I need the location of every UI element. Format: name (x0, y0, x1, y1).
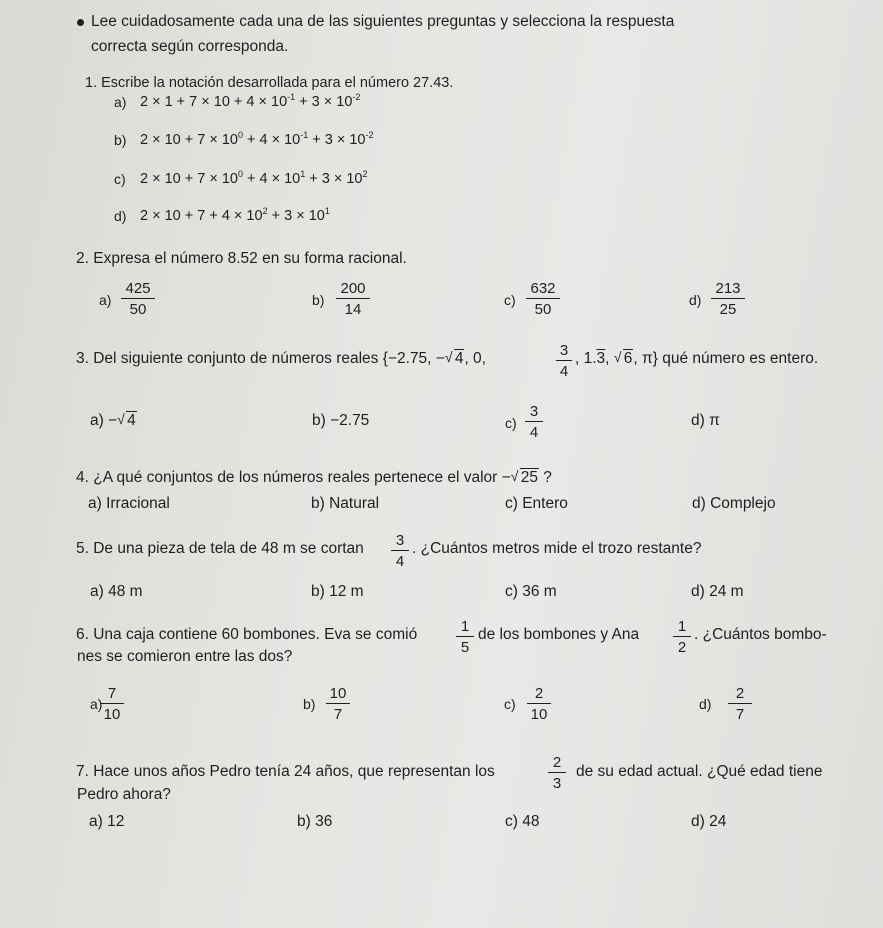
q6-option-label[interactable]: b) (303, 696, 316, 712)
q4-option-b[interactable]: b) Natural (311, 495, 380, 512)
q3-root-2: √ 6 (613, 349, 633, 367)
question-2: 2. Expresa el número 8.52 en su forma racional. (76, 250, 407, 267)
q6-option-label[interactable]: a) (90, 696, 103, 712)
q6-option-label[interactable]: c) (504, 696, 516, 712)
q1-option-label[interactable]: c) (114, 171, 126, 187)
q6-option-fraction[interactable]: $\frac{10}{7}$ (326, 686, 350, 722)
q3-option-a-root: √ 4 (117, 411, 136, 429)
question-3-end: , 1.3, √ 6, π} qué número es entero. (575, 349, 819, 367)
q1-option-label[interactable]: b) (114, 132, 127, 148)
q2-option-fraction[interactable]: $\frac{200}{14}$ (336, 281, 370, 317)
q4-root: √ 25 (510, 468, 538, 486)
question-6-mid: de los bombones y Ana (478, 626, 640, 643)
q3-option-d[interactable]: d) π (691, 412, 720, 429)
q6-option-fraction[interactable]: $\frac{2}{7}$ (728, 686, 752, 722)
question-7-pre: 7. Hace unos años Pedro tenía 24 años, que representan los (76, 763, 495, 780)
q3-fraction: $\frac{3}{4}$ (556, 343, 572, 379)
q2-option-fraction[interactable]: $\frac{213}{25}$ (711, 281, 745, 317)
q5-fraction: $\frac{3}{4}$ (391, 533, 409, 569)
q3-option-c-fraction[interactable]: $\frac{3}{4}$ (525, 404, 543, 440)
q3-option-c-label[interactable]: c) (505, 415, 517, 431)
q6-option-fraction[interactable]: $\frac{7}{10}$ (100, 686, 124, 722)
q2-option-label[interactable]: c) (504, 292, 516, 308)
q3-option-a[interactable]: a) − √ 4 (90, 411, 136, 429)
question-3 (76, 350, 486, 368)
q4-option-a[interactable]: a) Irracional (88, 495, 170, 512)
q6-option-label[interactable]: d) (699, 696, 712, 712)
q3-repeating-digit: 3 (596, 350, 606, 367)
question-5-pre: 5. De una pieza de tela de 48 m se cortan (76, 540, 364, 557)
q3-text-pre: 3. Del siguiente conjunto de números reales {−2.75, − (76, 350, 445, 367)
q7-fraction: $\frac{2}{3}$ (548, 755, 566, 791)
q7-option-b[interactable]: b) 36 (297, 813, 333, 830)
q1-option-expression[interactable]: $2 \times 10 + 7 \times 10^0 + 4 \times 10^1 + 3 \times 10^2$ (140, 169, 368, 187)
q2-option-fraction[interactable]: $\frac{632}{50}$ (526, 281, 560, 317)
q2-option-fraction[interactable]: $\frac{425}{50}$ (121, 281, 155, 317)
q4-option-c[interactable]: c) Entero (505, 495, 568, 512)
question-6-post: . ¿Cuántos bombo- (694, 626, 827, 643)
q7-option-c[interactable]: c) 48 (505, 813, 540, 830)
question-7-line-2: Pedro ahora? (77, 786, 171, 803)
question-4: 4. ¿A qué conjuntos de los números reales pertenece el valor − √ 25 ? (76, 468, 552, 486)
q3-text-mid1: , 0, (464, 350, 486, 367)
q1-option-label[interactable]: d) (114, 208, 127, 224)
q2-option-label[interactable]: a) (99, 292, 112, 308)
question-7-post: de su edad actual. ¿Qué edad tiene (576, 763, 823, 780)
question-5-post: . ¿Cuántos metros mide el trozo restante? (412, 540, 702, 557)
q3-option-b[interactable]: b) −2.75 (312, 412, 370, 429)
q1-option-expression[interactable]: $2 \times 1 + 7 \times 10 + 4 \times 10^{-1} + 3 \times 10^{-2}$ (140, 92, 361, 110)
question-6-line-2: nes se comieron entre las dos? (77, 648, 293, 665)
q1-option-expression[interactable]: $2 \times 10 + 7 \times 10^0 + 4 \times 10^{-1} + 3 \times 10^{-2}$ (140, 130, 374, 148)
q1-option-label[interactable]: a) (114, 94, 127, 110)
q5-option-b[interactable]: b) 12 m (311, 583, 364, 600)
q5-option-d[interactable]: d) 24 m (691, 583, 744, 600)
q5-option-c[interactable]: c) 36 m (505, 583, 557, 600)
instructions-line-2: correcta según corresponda. (91, 38, 289, 55)
q1-option-expression[interactable]: $2 \times 10 + 7 + 4 \times 10^2 + 3 \times 10^1$ (140, 206, 330, 224)
q7-option-a[interactable]: a) 12 (89, 813, 125, 830)
q3-root-1: √ 4 (444, 349, 464, 367)
q2-option-label[interactable]: b) (312, 292, 325, 308)
q5-option-a[interactable]: a) 48 m (90, 583, 143, 600)
q6-fraction-2: $\frac{1}{2}$ (673, 619, 691, 655)
instructions-line-1: Lee cuidadosamente cada una de las siguientes preguntas y selecciona la respuesta (91, 13, 675, 30)
q2-option-label[interactable]: d) (689, 292, 702, 308)
q7-option-d[interactable]: d) 24 (691, 813, 727, 830)
question-6-pre: 6. Una caja contiene 60 bombones. Eva se comió (76, 626, 418, 643)
bullet (77, 19, 84, 26)
q6-option-fraction[interactable]: $\frac{2}{10}$ (527, 686, 551, 722)
q6-fraction-1: $\frac{1}{5}$ (456, 619, 474, 655)
q4-option-d[interactable]: d) Complejo (692, 495, 776, 512)
question-1: 1. Escribe la notación desarrollada para el número 27.43. (85, 75, 454, 91)
